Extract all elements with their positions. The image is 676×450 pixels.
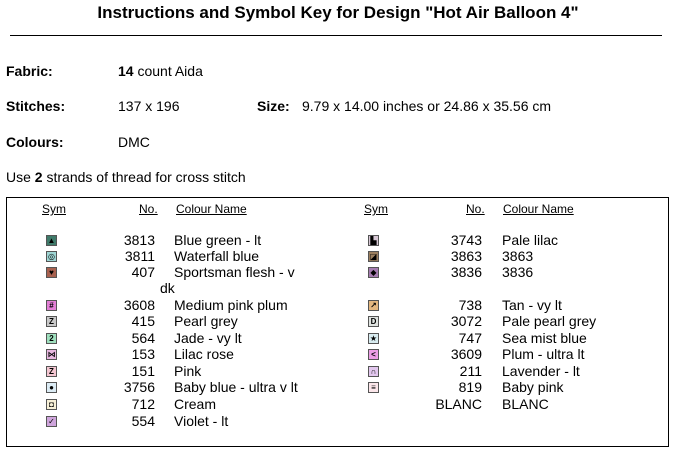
dmc-number: 151 xyxy=(131,363,155,379)
color-symbol-icon: ● xyxy=(46,382,57,393)
colour-name: Medium pink plum xyxy=(174,297,288,313)
stitches-label: Stitches: xyxy=(6,98,66,114)
color-symbol-icon: Z xyxy=(46,366,57,377)
title-rule xyxy=(10,35,662,36)
strands-count: 2 xyxy=(34,169,43,185)
colour-name: Tan - vy lt xyxy=(502,297,562,313)
dmc-number: 564 xyxy=(131,330,155,346)
page-title: Instructions and Symbol Key for Design "Hot Air Balloon 4" xyxy=(97,3,579,22)
dmc-number: 3072 xyxy=(450,313,482,329)
colour-name: Cream xyxy=(174,396,217,412)
stitches-value: 137 x 196 xyxy=(118,98,180,114)
colour-name: Jade - vy lt xyxy=(174,330,242,346)
colours-value: DMC xyxy=(118,134,150,150)
fabric-label: Fabric: xyxy=(6,63,53,79)
strands-instruction xyxy=(6,169,246,185)
color-symbol-icon: ◪ xyxy=(369,252,378,261)
color-symbol-icon: ▙ xyxy=(368,235,379,246)
color-symbol-icon: ◎ xyxy=(46,251,57,262)
fabric-value xyxy=(118,63,203,79)
dmc-number: 3863 xyxy=(450,248,482,264)
dmc-number: BLANC xyxy=(435,396,482,412)
dmc-number: 407 xyxy=(131,264,155,280)
header-sym-right: Sym xyxy=(364,202,388,216)
colour-name: BLANC xyxy=(502,396,549,412)
color-symbol-icon: ✓ xyxy=(46,416,57,427)
color-symbol-icon: ↗ xyxy=(368,300,379,311)
color-symbol-icon: ⋈ xyxy=(47,350,56,359)
strands-post: strands of thread for cross stitch xyxy=(42,169,246,185)
dmc-number: 3743 xyxy=(450,232,482,248)
dmc-number: 747 xyxy=(458,330,482,346)
dmc-number: 3836 xyxy=(450,264,482,280)
colour-name: Sportsman flesh - v xyxy=(174,264,295,280)
colour-name: Pink xyxy=(174,363,202,379)
dmc-number: 3609 xyxy=(450,346,482,362)
color-symbol-icon: ◘ xyxy=(46,399,57,410)
dmc-number: 554 xyxy=(131,413,155,429)
dmc-number: 3813 xyxy=(123,232,155,248)
colour-name: Plum - ultra lt xyxy=(502,346,585,362)
colour-name: 3836 xyxy=(502,264,534,280)
dmc-number: 3811 xyxy=(124,248,155,264)
color-symbol-icon: ≡ xyxy=(368,382,379,393)
colour-name: Sea mist blue xyxy=(502,330,587,346)
dmc-number: 819 xyxy=(458,379,482,395)
color-symbol-icon: 2 xyxy=(46,333,57,344)
dmc-number: 415 xyxy=(131,313,155,329)
header-no-left: No. xyxy=(139,202,158,216)
dmc-number: 3756 xyxy=(123,379,155,395)
colour-name: Baby blue - ultra v lt xyxy=(174,379,298,395)
dmc-number: 712 xyxy=(131,396,155,412)
colours-label: Colours: xyxy=(6,134,64,150)
colour-name: Baby pink xyxy=(502,379,564,395)
colour-name: Lilac rose xyxy=(174,346,234,362)
colour-name: Pearl grey xyxy=(174,313,238,329)
color-symbol-icon: # xyxy=(46,300,57,311)
color-symbol-icon: Z xyxy=(46,316,57,327)
strands-pre: Use xyxy=(6,169,35,185)
color-symbol-icon: ♥ xyxy=(46,267,57,278)
colour-name: Lavender - lt xyxy=(502,363,580,379)
size-value: 9.79 x 14.00 inches or 24.86 x 35.56 cm xyxy=(302,98,552,114)
header-no-right: No. xyxy=(466,202,485,216)
colour-name-continued: dk xyxy=(160,280,175,296)
dmc-number: 153 xyxy=(131,346,155,362)
header-sym-left: Sym xyxy=(42,202,66,216)
dmc-number: 3608 xyxy=(123,297,155,313)
color-symbol-icon: ▲ xyxy=(47,236,56,245)
fabric-type: count Aida xyxy=(133,63,203,79)
color-symbol-icon: ◆ xyxy=(368,267,379,278)
color-symbol-icon: ★ xyxy=(369,334,378,343)
fabric-count: 14 xyxy=(118,63,134,79)
color-symbol-icon: D xyxy=(368,316,379,327)
colour-name: Pale pearl grey xyxy=(502,313,597,329)
dmc-number: 211 xyxy=(459,363,482,379)
colour-name: Violet - lt xyxy=(174,413,229,429)
colour-name: 3863 xyxy=(502,248,534,264)
colour-name: Pale lilac xyxy=(502,232,559,248)
size-label: Size: xyxy=(257,98,290,114)
header-name-left: Colour Name xyxy=(176,202,247,216)
header-name-right: Colour Name xyxy=(503,202,574,216)
color-symbol-icon: < xyxy=(368,349,379,360)
dmc-number: 738 xyxy=(458,297,482,313)
colour-name: Blue green - lt xyxy=(174,232,262,248)
colour-name: Waterfall blue xyxy=(174,248,260,264)
color-symbol-icon: ∩ xyxy=(368,366,379,377)
